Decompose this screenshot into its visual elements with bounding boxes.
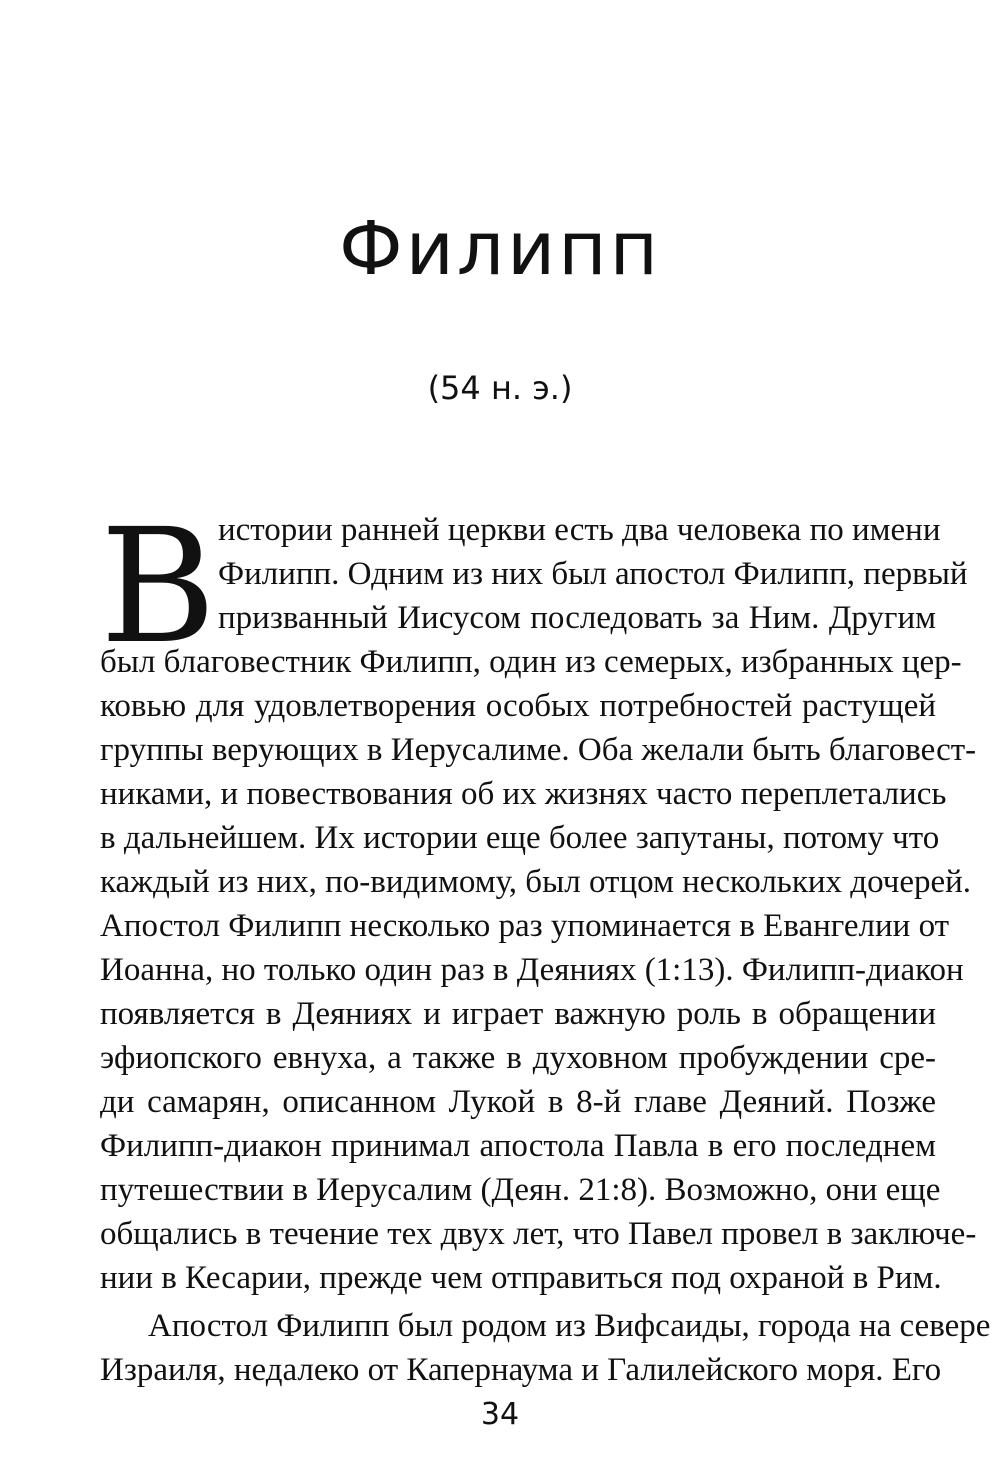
body-text bbox=[100, 495, 991, 1392]
text-line: каждый из них, по-видимому, был отцом нескольких дочерей. bbox=[100, 864, 972, 900]
text-line: эфиопского евнуха, а также в духовном пробуждении сре- bbox=[100, 1040, 936, 1076]
text-line: ди самарян, описанном Лукой в 8-й главе Деяний. Позже bbox=[100, 1084, 936, 1120]
text-line: Апостол Филипп был родом из Вифсаиды, города на севере bbox=[148, 1308, 991, 1344]
text-line: никами, и повествования об их жизнях часто переплетались bbox=[100, 776, 947, 812]
text-line: Иоанна, но только один раз в Деяниях (1:13). Филипп-диакон bbox=[100, 952, 964, 988]
text-line: появляется в Деяниях и играет важную роль в обращении bbox=[100, 996, 936, 1032]
text-line: в дальнейшем. Их истории еще более запутаны, потому что bbox=[100, 820, 940, 856]
text-line: был благовестник Филипп, один из семерых, избранных цер- bbox=[100, 644, 962, 680]
text-line: общались в течение тех двух лет, что Павел провел в заключе- bbox=[100, 1216, 977, 1252]
text-line: Израиля, недалеко от Капернаума и Галилейского моря. Его bbox=[100, 1352, 942, 1388]
text-line: нии в Кесарии, прежде чем отправиться под охраной в Рим. bbox=[100, 1260, 942, 1296]
text-line: ковью для удовлетворения особых потребностей растущей bbox=[100, 688, 936, 724]
paragraph-2 bbox=[100, 1304, 991, 1392]
chapter-date: (54 н. э.) bbox=[427, 369, 573, 407]
chapter-title: Филипп bbox=[339, 206, 661, 292]
text-line: истории ранней церкви есть два человека по имени bbox=[218, 512, 941, 548]
drop-cap: В bbox=[100, 495, 217, 679]
text-line: путешествии в Иерусалим (Деян. 21:8). Возможно, они еще bbox=[100, 1172, 941, 1208]
text-line: призванный Иисусом последовать за Ним. Другим bbox=[218, 600, 936, 636]
text-line: Апостол Филипп несколько раз упоминается в Евангелии от bbox=[100, 908, 950, 944]
page-number: 34 bbox=[480, 1397, 520, 1432]
paragraph-1 bbox=[100, 495, 977, 1300]
text-line: Филипп-диакон принимал апостола Павла в его последнем bbox=[100, 1128, 936, 1164]
text-line: Филипп. Одним из них был апостол Филипп, первый bbox=[218, 556, 968, 592]
text-line: группы верующих в Иерусалиме. Оба желали быть благовест- bbox=[100, 732, 977, 768]
